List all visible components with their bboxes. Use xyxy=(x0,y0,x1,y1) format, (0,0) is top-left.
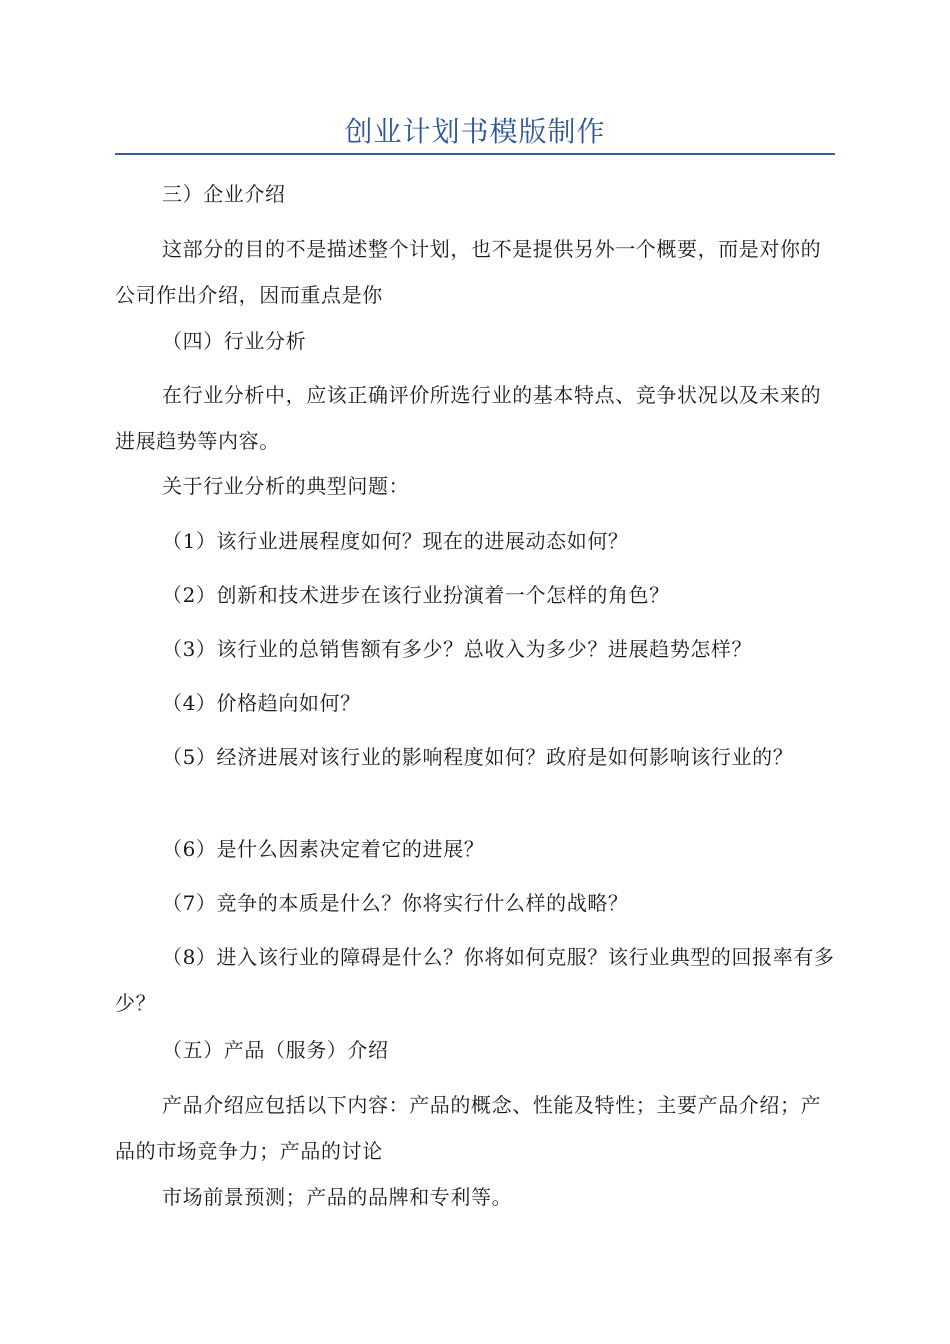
paragraph-typical-questions: 关于行业分析的典型问题： xyxy=(162,474,410,498)
question-item-7: （7）竞争的本质是什么？你将实行什么样的战略？ xyxy=(162,891,629,915)
question-item-4: （4）价格趋向如何？ xyxy=(162,691,361,715)
question-item-1: （1）该行业进展程度如何？现在的进展动态如何？ xyxy=(162,529,629,553)
question-item-5: （5）经济进展对该行业的影响程度如何？政府是如何影响该行业的？ xyxy=(162,745,794,769)
section-heading-product-intro: （五）产品（服务）介绍 xyxy=(162,1038,389,1062)
question-item-2: （2）创新和技术进步在该行业扮演着一个怎样的角色？ xyxy=(162,583,670,607)
paragraph-company-intro: 这部分的目的不是描述整个计划，也不是提供另外一个概要，而是对你的公司作出介绍，因而重点是你 xyxy=(115,237,822,307)
question-item-3: （3）该行业的总销售额有多少？总收入为多少？进展趋势怎样？ xyxy=(162,637,753,661)
section-heading-company-intro: 三）企业介绍 xyxy=(162,182,286,206)
paragraph-market-outlook: 市场前景预测；产品的品牌和专利等。 xyxy=(162,1185,513,1209)
paragraph-product-intro: 产品介绍应包括以下内容：产品的概念、性能及特性；主要产品介绍；产品的市场竞争力；产品的讨论 xyxy=(115,1093,822,1163)
question-item-6: （6）是什么因素决定着它的进展？ xyxy=(162,837,485,861)
question-item-8: （8）进入该行业的障碍是什么？你将如何克服？该行业典型的回报率有多少？ xyxy=(115,945,835,1015)
paragraph-industry-analysis: 在行业分析中，应该正确评价所选行业的基本特点、竞争状况以及未来的进展趋势等内容。 xyxy=(115,383,822,453)
section-heading-industry-analysis: （四）行业分析 xyxy=(162,329,307,353)
title-underline xyxy=(115,153,835,155)
document-title: 创业计划书模版制作 xyxy=(344,115,606,148)
